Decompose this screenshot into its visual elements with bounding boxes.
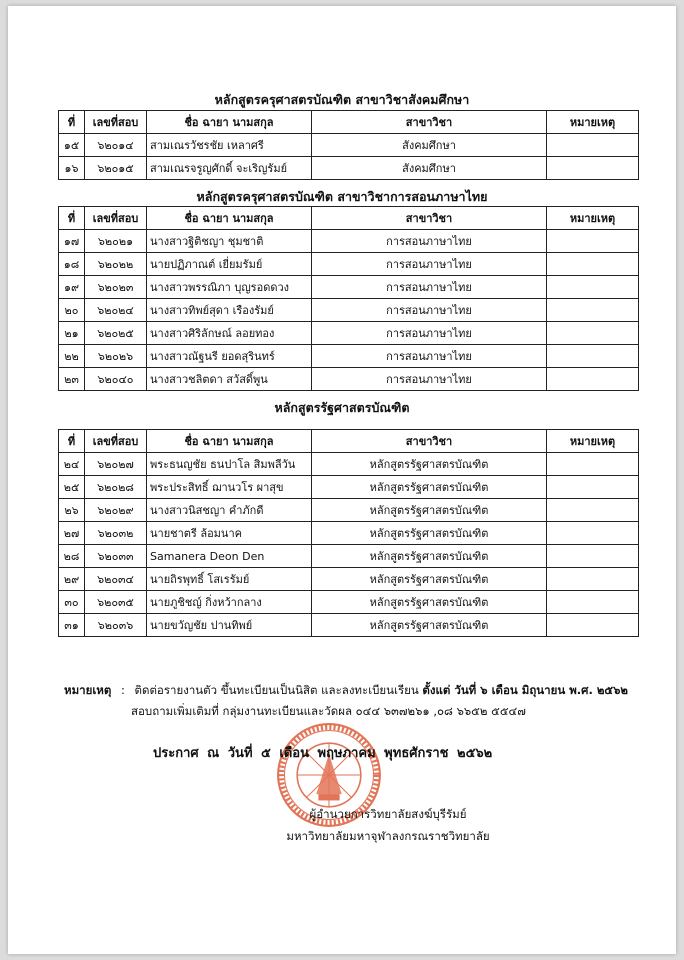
header-no: ที่ (59, 430, 85, 453)
header-no: ที่ (59, 207, 85, 230)
exam-id-cell: ๖๒๐๔๐ (85, 368, 147, 391)
exam-id-cell: ๖๒๐๓๖ (85, 614, 147, 637)
name-cell: นางสาวศิริลักษณ์ ลอยทอง (147, 322, 312, 345)
row-number: ๒๗ (59, 522, 85, 545)
row-number: ๒๖ (59, 499, 85, 522)
name-cell: สามเณรวัชรชัย เหลาศรี (147, 134, 312, 157)
table-row (59, 614, 639, 637)
table-row (59, 157, 639, 180)
row-number: ๓๑ (59, 614, 85, 637)
table-row (59, 230, 639, 253)
row-number: ๒๒ (59, 345, 85, 368)
row-number: ๒๙ (59, 568, 85, 591)
remark-cell (547, 568, 639, 591)
exam-id-cell: ๖๒๐๓๔ (85, 568, 147, 591)
table-header-row (59, 430, 639, 453)
header-name: ชื่อ ฉายา นามสกุล (147, 430, 312, 453)
major-cell: หลักสูตรรัฐศาสตรบัณฑิต (312, 591, 547, 614)
remark-cell (547, 230, 639, 253)
exam-id-cell: ๖๒๐๒๓ (85, 276, 147, 299)
header-exam-id: เลขที่สอบ (85, 430, 147, 453)
table-row (59, 568, 639, 591)
exam-id-cell: ๖๒๐๓๕ (85, 591, 147, 614)
remark-cell (547, 368, 639, 391)
name-cell: นางสาวณัฐนรี ยอดสุรินทร์ (147, 345, 312, 368)
name-cell: นายถิรพุทธิ์ โสเรรัมย์ (147, 568, 312, 591)
name-cell: พระธนญชัย ธนปาโล สิมพลีวัน (147, 453, 312, 476)
major-cell: หลักสูตรรัฐศาสตรบัณฑิต (312, 476, 547, 499)
note-label: หมายเหตุ (64, 683, 112, 697)
major-cell: หลักสูตรรัฐศาสตรบัณฑิต (312, 499, 547, 522)
table-row (59, 322, 639, 345)
section-title-social-studies: หลักสูตรครุศาสตรบัณฑิต สาขาวิชาสังคมศึกษา (214, 92, 470, 107)
note-date: ตั้งแต่ วันที่ ๖ เดือน มิถุนายน พ.ศ. ๒๕๖๒ (422, 683, 628, 697)
table-row (59, 299, 639, 322)
major-cell: หลักสูตรรัฐศาสตรบัณฑิต (312, 545, 547, 568)
table-row (59, 453, 639, 476)
section-title-political-science: หลักสูตรรัฐศาสตรบัณฑิต (274, 400, 410, 415)
name-cell: นางสาวพรรณิภา บุญรอดดวง (147, 276, 312, 299)
table-row (59, 345, 639, 368)
note-line-1 (64, 682, 628, 700)
name-cell: พระประสิทธิ์ ฌานวโร ผาสุข (147, 476, 312, 499)
remark-cell (547, 522, 639, 545)
exam-id-cell: ๖๒๐๑๔ (85, 134, 147, 157)
major-cell: การสอนภาษาไทย (312, 345, 547, 368)
note-colon: : (121, 683, 125, 697)
major-cell: การสอนภาษาไทย (312, 368, 547, 391)
major-cell: สังคมศึกษา (312, 157, 547, 180)
row-number: ๓๐ (59, 591, 85, 614)
note-text: ติดต่อรายงานตัว ขึ้นทะเบียนเป็นนิสิต และลงทะเบียนเรียน (134, 683, 419, 697)
header-name: ชื่อ ฉายา นามสกุล (147, 111, 312, 134)
note-line-2: สอบถามเพิ่มเติมที่ กลุ่มงานทะเบียนและวัดผล ๐๔๔ ๖๓๗๒๖๑ ,๐๘ ๖๖๕๒ ๕๕๔๗ (131, 704, 526, 718)
remark-cell (547, 345, 639, 368)
row-number: ๑๕ (59, 134, 85, 157)
header-no: ที่ (59, 111, 85, 134)
remark-cell (547, 499, 639, 522)
header-major: สาขาวิชา (312, 111, 547, 134)
remark-cell (547, 134, 639, 157)
announcement-date: ประกาศ ณ วันที่ ๕ เดือน พฤษภาคม พุทธศักราช ๒๕๖๒ (153, 746, 493, 761)
remark-cell (547, 614, 639, 637)
political-science-table (58, 429, 639, 637)
signer-organization: มหาวิทยาลัยมหาจุฬาลงกรณราชวิทยาลัย (286, 829, 490, 843)
name-cell: นายขวัญชัย ปานทิพย์ (147, 614, 312, 637)
header-major: สาขาวิชา (312, 430, 547, 453)
table-row (59, 591, 639, 614)
header-major: สาขาวิชา (312, 207, 547, 230)
name-cell: นางสาวฐิติชญา ชุมชาติ (147, 230, 312, 253)
major-cell: การสอนภาษาไทย (312, 299, 547, 322)
remark-cell (547, 299, 639, 322)
header-remark: หมายเหตุ (547, 111, 639, 134)
social-studies-table (58, 110, 639, 180)
row-number: ๒๔ (59, 453, 85, 476)
row-number: ๒๐ (59, 299, 85, 322)
table-row (59, 545, 639, 568)
remark-cell (547, 322, 639, 345)
remark-cell (547, 591, 639, 614)
name-cell: นายภูชิชญ์ กิ่งหว้ากลาง (147, 591, 312, 614)
name-cell: สามเณรจรูญศักดิ์ จะเริญรัมย์ (147, 157, 312, 180)
remark-cell (547, 476, 639, 499)
remark-cell (547, 157, 639, 180)
major-cell: การสอนภาษาไทย (312, 230, 547, 253)
header-name: ชื่อ ฉายา นามสกุล (147, 207, 312, 230)
exam-id-cell: ๖๒๐๑๕ (85, 157, 147, 180)
name-cell: นายปฏิภาณต์ เยี่ยมรัมย์ (147, 253, 312, 276)
major-cell: การสอนภาษาไทย (312, 276, 547, 299)
name-cell: นางสาวชลิตดา สวัสดิ์พูน (147, 368, 312, 391)
name-cell: นางสาวทิพย์สุดา เรืองรัมย์ (147, 299, 312, 322)
exam-id-cell: ๖๒๐๒๒ (85, 253, 147, 276)
table-row (59, 499, 639, 522)
exam-id-cell: ๖๒๐๒๖ (85, 345, 147, 368)
major-cell: สังคมศึกษา (312, 134, 547, 157)
remark-cell (547, 276, 639, 299)
signer-title: ผู้อำนวยการวิทยาลัยสงฆ์บุรีรัมย์ (309, 807, 467, 821)
exam-id-cell: ๖๒๐๒๔ (85, 299, 147, 322)
exam-id-cell: ๖๒๐๒๘ (85, 476, 147, 499)
header-remark: หมายเหตุ (547, 430, 639, 453)
exam-id-cell: ๖๒๐๒๗ (85, 453, 147, 476)
row-number: ๑๙ (59, 276, 85, 299)
row-number: ๒๘ (59, 545, 85, 568)
major-cell: หลักสูตรรัฐศาสตรบัณฑิต (312, 453, 547, 476)
exam-id-cell: ๖๒๐๒๑ (85, 230, 147, 253)
row-number: ๑๗ (59, 230, 85, 253)
header-exam-id: เลขที่สอบ (85, 207, 147, 230)
name-cell: นายชาตรี ล้อมนาค (147, 522, 312, 545)
remark-cell (547, 253, 639, 276)
row-number: ๒๓ (59, 368, 85, 391)
exam-id-cell: ๖๒๐๓๓ (85, 545, 147, 568)
table-header-row (59, 207, 639, 230)
row-number: ๒๕ (59, 476, 85, 499)
major-cell: หลักสูตรรัฐศาสตรบัณฑิต (312, 614, 547, 637)
major-cell: การสอนภาษาไทย (312, 253, 547, 276)
table-row (59, 522, 639, 545)
row-number: ๑๘ (59, 253, 85, 276)
exam-id-cell: ๖๒๐๒๕ (85, 322, 147, 345)
name-cell: Samanera Deon Den (147, 545, 312, 568)
major-cell: หลักสูตรรัฐศาสตรบัณฑิต (312, 522, 547, 545)
row-number: ๒๑ (59, 322, 85, 345)
row-number: ๑๖ (59, 157, 85, 180)
table-row (59, 476, 639, 499)
table-row (59, 368, 639, 391)
header-remark: หมายเหตุ (547, 207, 639, 230)
section-title-thai-teaching: หลักสูตรครุศาสตรบัณฑิต สาขาวิชาการสอนภาษาไทย (196, 189, 488, 204)
header-exam-id: เลขที่สอบ (85, 111, 147, 134)
table-row (59, 134, 639, 157)
major-cell: การสอนภาษาไทย (312, 322, 547, 345)
name-cell: นางสาวนิสชญา คำภักดี (147, 499, 312, 522)
major-cell: หลักสูตรรัฐศาสตรบัณฑิต (312, 568, 547, 591)
table-row (59, 253, 639, 276)
remark-cell (547, 453, 639, 476)
table-header-row (59, 111, 639, 134)
exam-id-cell: ๖๒๐๒๙ (85, 499, 147, 522)
remark-cell (547, 545, 639, 568)
exam-id-cell: ๖๒๐๓๒ (85, 522, 147, 545)
thai-teaching-table (58, 206, 639, 391)
table-row (59, 276, 639, 299)
